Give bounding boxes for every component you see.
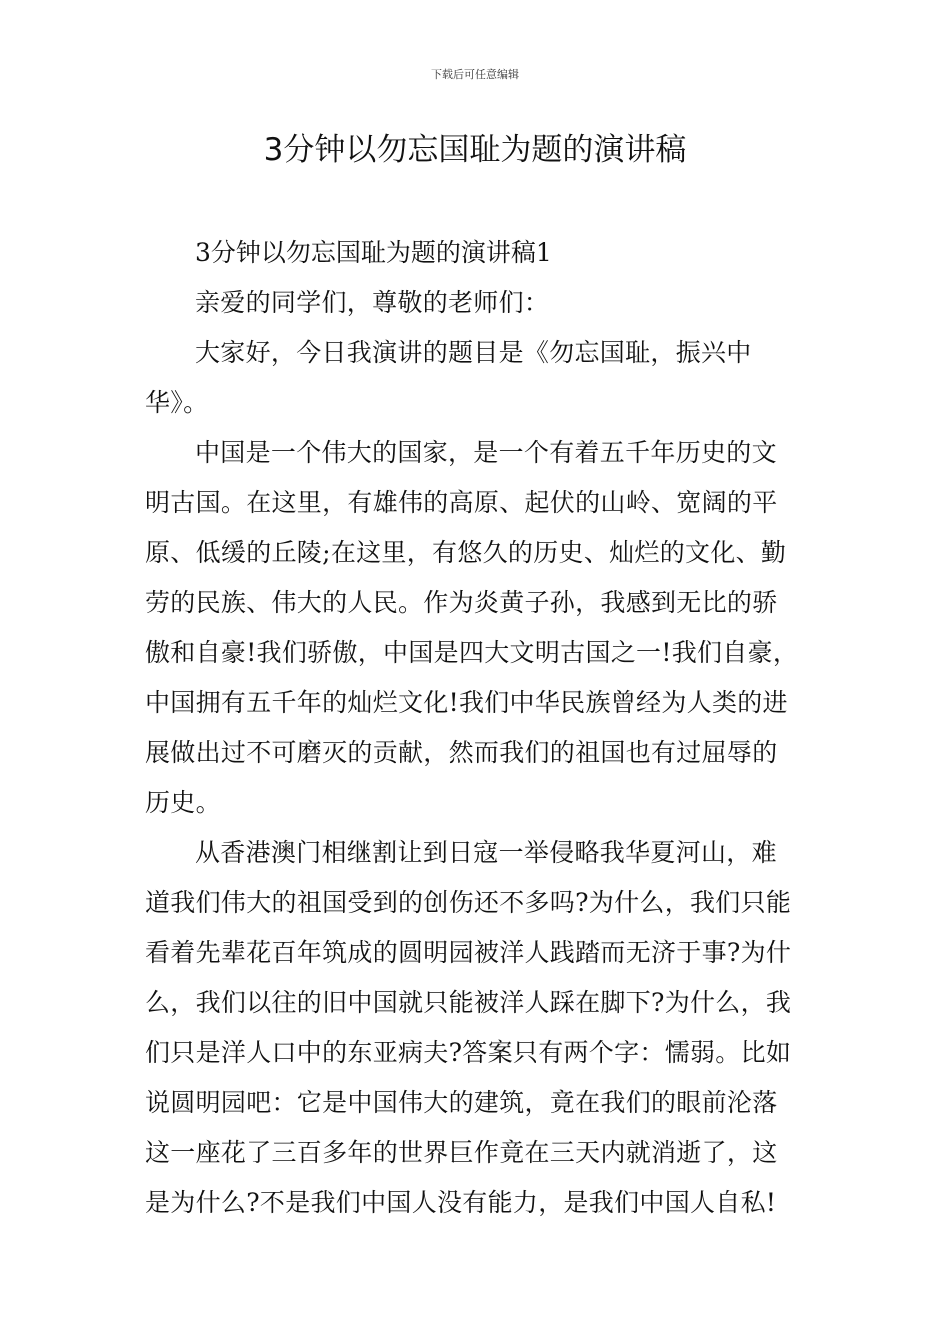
body-paragraph — [145, 428, 815, 828]
text-line: 中国是一个伟大的国家，是一个有着五千年历史的文 — [195, 438, 777, 467]
text-line: 原、低缓的丘陵;在这里，有悠久的历史、灿烂的文化、勤 — [145, 538, 787, 567]
text-line: 华》。 — [145, 388, 209, 417]
text-line: 从香港澳门相继割让到日寇一举侵略我华夏河山，难 — [195, 838, 777, 867]
text-line: 说圆明园吧：它是中国伟大的建筑，竟在我们的眼前沦落 — [145, 1088, 778, 1117]
text-line: 道我们伟大的祖国受到的创伤还不多吗?为什么，我们只能 — [145, 888, 792, 917]
section-heading — [145, 228, 815, 278]
text-line: 们只是洋人口中的东亚病夫?答案只有两个字：懦弱。比如 — [145, 1038, 792, 1067]
text-line: 大家好，今日我演讲的题目是《勿忘国耻，振兴中 — [195, 338, 752, 367]
body-paragraph — [145, 828, 815, 1228]
text-line: 历史。 — [145, 788, 221, 817]
document-body — [145, 228, 815, 1228]
text-line: 傲和自豪!我们骄傲，中国是四大文明古国之一!我们自豪， — [145, 638, 799, 667]
text-line: 看着先辈花百年筑成的圆明园被洋人践踏而无济于事?为什 — [145, 938, 792, 967]
text-line: 3分钟以勿忘国耻为题的演讲稿1 — [195, 238, 552, 267]
text-line: 中国拥有五千年的灿烂文化!我们中华民族曾经为人类的进 — [145, 688, 788, 717]
document-title: 3分钟以勿忘国耻为题的演讲稿 — [263, 132, 687, 168]
greeting-paragraph — [145, 328, 815, 428]
text-line: 是为什么?不是我们中国人没有能力，是我们中国人自私! — [145, 1188, 777, 1217]
salutation-paragraph — [145, 278, 815, 328]
text-line: 劳的民族、伟大的人民。作为炎黄子孙，我感到无比的骄 — [145, 588, 778, 617]
text-line: 亲爱的同学们，尊敬的老师们： — [195, 288, 550, 317]
header-note: 下载后可任意编辑 — [431, 68, 519, 81]
text-line: 这一座花了三百多年的世界巨作竟在三天内就消逝了，这 — [145, 1138, 778, 1167]
text-line: 展做出过不可磨灭的贡献，然而我们的祖国也有过屈辱的 — [145, 738, 778, 767]
text-line: 明古国。在这里，有雄伟的高原、起伏的山岭、宽阔的平 — [145, 488, 778, 517]
text-line: 么，我们以往的旧中国就只能被洋人踩在脚下?为什么，我 — [145, 988, 792, 1017]
